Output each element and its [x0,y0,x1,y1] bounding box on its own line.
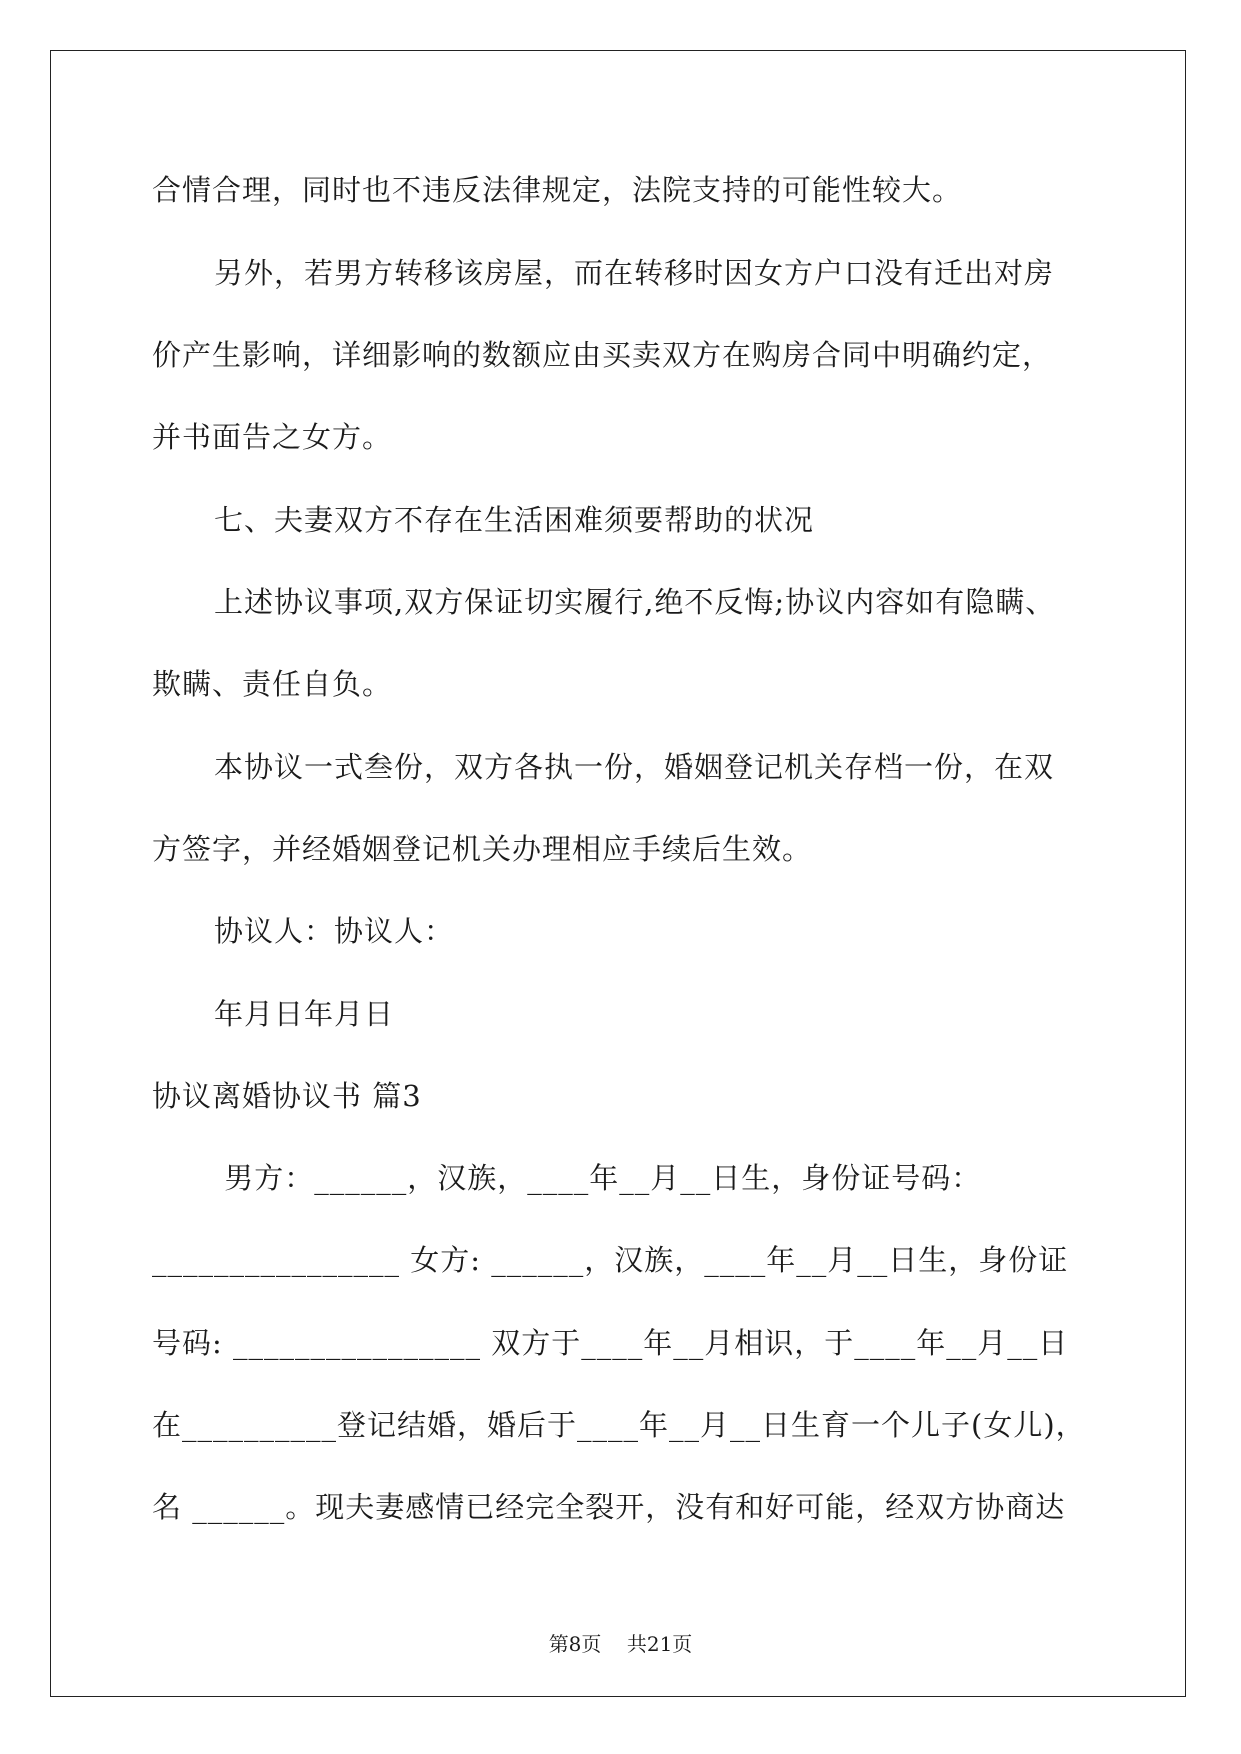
body-line-5: 七、夫妻双方不存在生活困难须要帮助的状况 [214,503,815,537]
body-line-8: 本协议一式叁份，双方各执一份，婚姻登记机关存档一份，在双 [214,750,1055,784]
body-line-10: 协议人：协议人： [214,914,455,948]
body-line-16: 在__________登记结婚，婚后于____年__月__日生育一个儿子(女儿)， [152,1408,1086,1442]
body-line-6: 上述协议事项,双方保证切实履行,绝不反悔;协议内容如有隐瞒、 [214,585,1056,619]
page-number: 第8页 共21页 [548,1632,693,1656]
body-line-1: 合情合理，同时也不违反法律规定，法院支持的可能性较大。 [152,173,963,207]
section-heading: 协议离婚协议书 篇3 [152,1079,422,1113]
body-line-13: 男方：______，汉族，____年__月__日生，身份证号码： [214,1161,982,1195]
body-line-7: 欺瞒、责任自负。 [152,667,393,701]
body-line-14: ________________ 女方: ______，汉族，____年__月__日生，身份证 [152,1243,1069,1277]
body-line-15: 号码: ________________ 双方于____年__月相识，于____年__月__日 [152,1326,1069,1360]
body-line-3: 价产生影响，详细影响的数额应由买卖双方在购房合同中明确约定， [152,338,1053,372]
body-line-4: 并书面告之女方。 [152,420,393,454]
page-border [50,50,1186,1697]
body-line-11: 年月日年月日 [214,997,395,1031]
body-line-2: 另外，若男方转移该房屋，而在转移时因女方户口没有迁出对房 [214,256,1055,290]
body-line-17: 名 ______。现夫妻感情已经完全裂开，没有和好可能，经双方协商达 [152,1490,1066,1524]
body-line-9: 方签字，并经婚姻登记机关办理相应手续后生效。 [152,832,813,866]
